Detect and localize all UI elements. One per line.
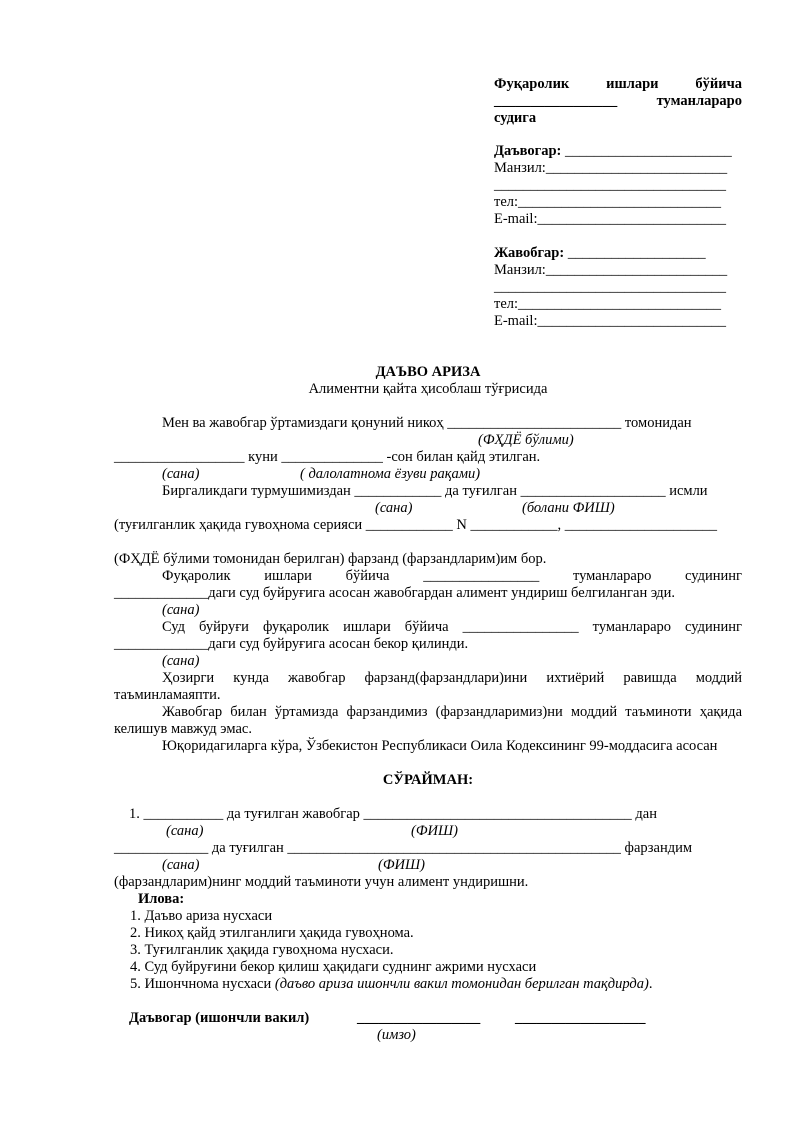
- request-line3: (фарзандларим)нинг моддий таъминоти учун алимент ундиришни.: [114, 874, 529, 890]
- request-note-date-2: (сана): [162, 857, 200, 873]
- attachments-heading: Илова:: [138, 891, 185, 907]
- p4-line2: _____________даги суд буйруғига асосан бекор қилинди.: [114, 636, 469, 652]
- signature-note: (имзо): [377, 1027, 416, 1043]
- plaintiff-row: [494, 143, 732, 160]
- request-note-name-2: (ФИШ): [378, 857, 425, 873]
- p1-note-date: (сана): [162, 466, 200, 482]
- plaintiff-email: E-mail:__________________________: [494, 211, 726, 227]
- request-note-name-1: (ФИШ): [411, 823, 458, 839]
- attachment-item-3: 3. Туғилганлик ҳақида гувоҳнома нусхаси.: [130, 942, 394, 958]
- court-line-2: _________________ туманлараро: [494, 93, 742, 109]
- document-subtitle: Алиментни қайта ҳисоблаш тўғрисида: [308, 381, 548, 397]
- court-line-3: судига: [494, 110, 537, 126]
- attachment-item-4: 4. Суд буйруғини бекор қилиш ҳақидаги суднинг ажрими нусхаси: [130, 959, 537, 975]
- p1-line1: Мен ва жавобгар ўртамиздаги қонуний никоҳ ________________________ томонидан: [162, 415, 692, 431]
- attachment-item-5-note: (даъво ариза ишончли вакил томонидан берилган тақдирда): [274, 976, 649, 992]
- p6-line2: келишув мавжуд эмас.: [114, 721, 252, 737]
- request-line2: _____________ да туғилган ______________________________________________ фарзандим: [114, 840, 693, 856]
- p3-line2: _____________даги суд буйруғига асосан жавобгардан алимент ундириш белгиланган эди.: [114, 585, 676, 601]
- defendant-address-line2: ________________________________: [494, 279, 726, 295]
- plaintiff-address: Манзил:_________________________: [494, 160, 728, 176]
- p2-note-child-name: (болани ФИШ): [522, 500, 615, 516]
- defendant-phone: тел:____________________________: [494, 296, 722, 312]
- court-line-1: Фуқаролик ишлари бўйича: [494, 76, 742, 92]
- p4-line1: Суд буйруғи фуқаролик ишлари бўйича ________________ туманлараро судининг: [162, 619, 742, 635]
- signature-name-blank: __________________: [515, 1010, 646, 1026]
- p2-note-date: (сана): [375, 500, 413, 516]
- p4-note-date: (сана): [162, 653, 200, 669]
- p5-line1: Ҳозирги кунда жавобгар фарзанд(фарзандлари)ини ихтиёрий равишда моддий: [162, 670, 742, 686]
- p7-line1: Юқоридагиларга кўра, Ўзбекистон Республикаси Оила Кодексининг 99-моддасига асосан: [162, 738, 718, 754]
- p3-line1: Фуқаролик ишлари бўйича ________________ туманлараро судининг: [162, 568, 742, 584]
- defendant-row: [494, 245, 706, 262]
- attachment-item-5-text: 5. Ишончнома нусхаси: [130, 976, 275, 992]
- defendant-email: E-mail:__________________________: [494, 313, 726, 329]
- p1-line2: __________________ куни ______________ -сон билан қайд этилган.: [114, 449, 541, 465]
- plaintiff-address-line2: ________________________________: [494, 177, 726, 193]
- plaintiff-label: Даъвогар:: [494, 143, 562, 159]
- signature-blank: _________________: [357, 1010, 481, 1026]
- request-heading: СЎРАЙМАН:: [382, 772, 474, 788]
- p5-line2: таъминламаяпти.: [114, 687, 221, 703]
- attachment-item-5: [130, 976, 652, 993]
- p1-note-registry: (ФҲДЁ бўлими): [478, 432, 574, 448]
- defendant-label: Жавобгар:: [494, 245, 565, 261]
- p3-note-date: (сана): [162, 602, 200, 618]
- p1-note-record-number: ( далолатнома ёзуви рақами): [300, 466, 481, 482]
- request-note-date-1: (сана): [166, 823, 204, 839]
- p2-line1: Биргаликдаги турмушимиздан ____________ да туғилган ____________________ исмли: [162, 483, 708, 499]
- p6-line1: Жавобгар билан ўртамизда фарзандимиз (фарзандларимиз)ни моддий таъминоти ҳақида: [162, 704, 742, 720]
- attachment-item-1: 1. Даъво ариза нусхаси: [130, 908, 273, 924]
- p2-line2: (туғилганлик ҳақида гувоҳнома серияси ____________ N ____________, _____________________: [114, 517, 717, 533]
- signature-label: Даъвогар (ишончли вакил): [129, 1010, 310, 1026]
- defendant-name-blank: ___________________: [564, 245, 706, 261]
- document-title: ДАЪВО АРИЗА: [375, 364, 481, 380]
- request-line1: 1. ___________ да туғилган жавобгар _____________________________________ дан: [129, 806, 657, 822]
- p2-line3: (ФҲДЁ бўлими томонидан берилган) фарзанд (фарзандларим)им бор.: [114, 551, 547, 567]
- attachment-item-5-end: .: [648, 976, 653, 992]
- defendant-address: Манзил:_________________________: [494, 262, 728, 278]
- attachment-item-2: 2. Никоҳ қайд этилганлиги ҳақида гувоҳнома.: [130, 925, 414, 941]
- plaintiff-phone: тел:____________________________: [494, 194, 722, 210]
- plaintiff-name-blank: _______________________: [561, 143, 732, 159]
